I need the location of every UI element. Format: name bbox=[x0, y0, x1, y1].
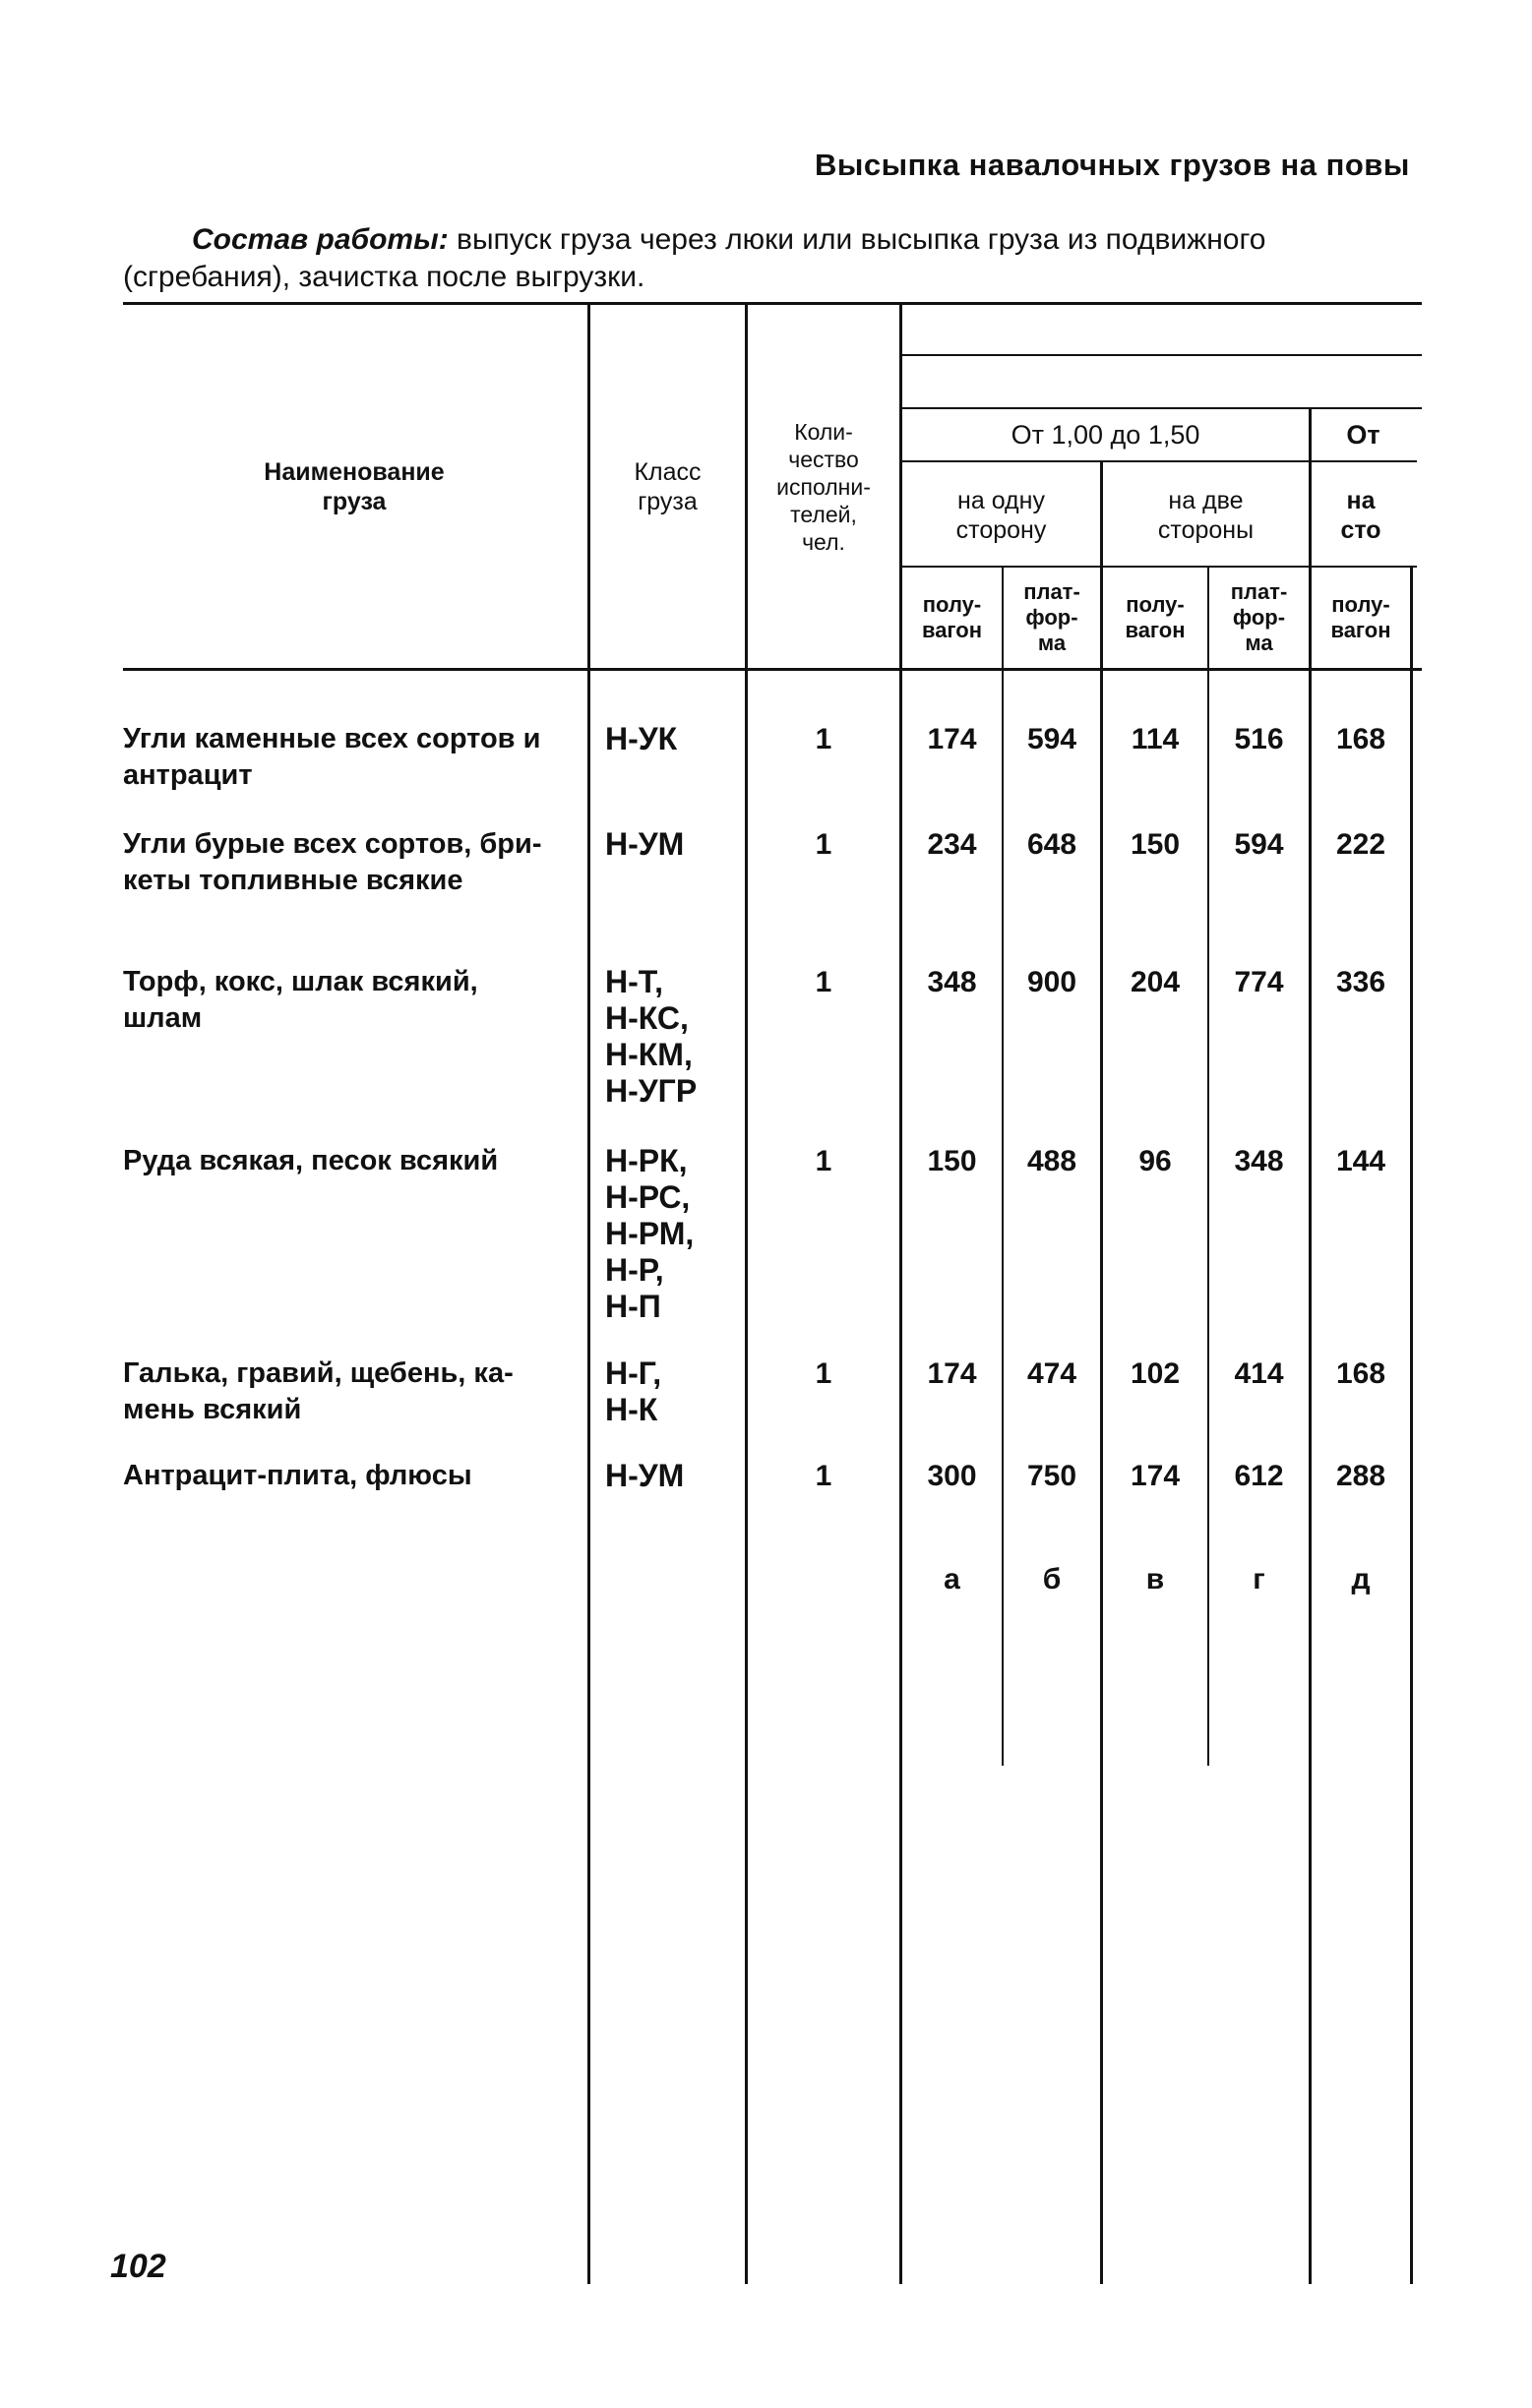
work-description bbox=[123, 221, 1422, 296]
row-3-d: 336 bbox=[1335, 966, 1386, 998]
row-6-a: 300 bbox=[927, 1460, 977, 1492]
row-2-d: 222 bbox=[1335, 828, 1386, 861]
row-2-b: 648 bbox=[1026, 828, 1077, 861]
row-1-b: 594 bbox=[1026, 723, 1077, 755]
row-6-g: 612 bbox=[1234, 1460, 1284, 1492]
header-cargo-name: Наименование груза bbox=[264, 458, 445, 515]
header-rule-3 bbox=[900, 460, 1417, 462]
row-3-workers: 1 bbox=[815, 966, 832, 998]
row-1-name: Угли каменные всех сортов и антрацит bbox=[123, 723, 541, 791]
row-6-workers: 1 bbox=[815, 1460, 832, 1492]
row-5-class: Н-Г, Н-К bbox=[605, 1355, 662, 1427]
row-5-name: Галька, гравий, щебень, ка- мень всякий bbox=[123, 1357, 514, 1425]
work-description-text: выпуск груза через люки или высыпка груза из подвижного (сгребания), зачистка после выгрузки. bbox=[123, 223, 1266, 293]
row-6-b: 750 bbox=[1026, 1460, 1077, 1492]
row-5-workers: 1 bbox=[815, 1357, 832, 1390]
column-letter-a: а bbox=[944, 1563, 960, 1595]
column-letter-v: в bbox=[1145, 1563, 1165, 1595]
row-6-d: 288 bbox=[1335, 1460, 1386, 1492]
section-heading: Высыпка навалочных грузов на повы bbox=[815, 148, 1410, 182]
row-3-a: 348 bbox=[927, 966, 977, 998]
header-group-1: От 1,00 до 1,50 bbox=[1011, 420, 1200, 450]
col-rule-8 bbox=[1410, 566, 1413, 2284]
row-2-a: 234 bbox=[927, 828, 977, 861]
column-letter-b: б bbox=[1042, 1563, 1062, 1595]
row-2-v: 150 bbox=[1130, 828, 1181, 861]
table-top-rule bbox=[123, 302, 1422, 305]
row-1-d: 168 bbox=[1335, 723, 1386, 755]
header-workers: Коли- чество исполни- телей, чел. bbox=[776, 419, 871, 555]
row-5-b: 474 bbox=[1026, 1357, 1077, 1390]
row-6-class: Н-УМ bbox=[605, 1458, 685, 1493]
column-letter-g: г bbox=[1253, 1563, 1265, 1595]
row-4-d: 144 bbox=[1335, 1145, 1386, 1177]
row-3-b: 900 bbox=[1026, 966, 1077, 998]
row-1-a: 174 bbox=[927, 723, 977, 755]
row-4-b: 488 bbox=[1026, 1145, 1077, 1177]
row-6-name: Антрацит-плита, флюсы bbox=[123, 1460, 472, 1491]
row-2-workers: 1 bbox=[815, 828, 832, 861]
row-4-name: Руда всякая, песок всякий bbox=[123, 1145, 499, 1176]
header-poluvagon-a: полу- вагон bbox=[921, 592, 983, 642]
row-1-g: 516 bbox=[1234, 723, 1284, 755]
header-partial-side: на сто bbox=[1340, 486, 1381, 544]
row-5-v: 102 bbox=[1130, 1357, 1181, 1390]
row-5-d: 168 bbox=[1335, 1357, 1386, 1390]
header-bottom-rule bbox=[123, 668, 1422, 671]
row-1-v: 114 bbox=[1131, 723, 1180, 755]
header-poluvagon-v: полу- вагон bbox=[1125, 592, 1186, 642]
row-4-g: 348 bbox=[1234, 1145, 1284, 1177]
col-rule-1 bbox=[587, 302, 590, 2284]
page-number: 102 bbox=[110, 2248, 166, 2285]
row-3-class: Н-Т, Н-КС, Н-КМ, Н-УГР bbox=[605, 964, 698, 1109]
row-3-g: 774 bbox=[1234, 966, 1284, 998]
row-4-workers: 1 bbox=[815, 1145, 832, 1177]
header-platforma-g: плат- фор- ма bbox=[1230, 579, 1288, 655]
header-two-sides: на две стороны bbox=[1157, 486, 1255, 544]
header-cargo-class: Класс груза bbox=[634, 458, 702, 515]
header-one-side: на одну сторону bbox=[955, 486, 1047, 544]
row-3-name: Торф, кокс, шлак всякий, шлам bbox=[123, 966, 478, 1034]
row-6-v: 174 bbox=[1130, 1460, 1181, 1492]
row-2-class: Н-УМ bbox=[605, 826, 685, 862]
column-letter-d: д bbox=[1351, 1563, 1371, 1595]
work-description-lead: Состав работы: bbox=[192, 223, 449, 256]
row-1-class: Н-УК bbox=[605, 721, 678, 756]
row-4-class: Н-РК, Н-РС, Н-РМ, Н-Р, Н-П bbox=[605, 1143, 695, 1324]
header-rule-1 bbox=[900, 354, 1422, 356]
col-rule-7 bbox=[1309, 407, 1312, 2284]
row-2-name: Угли бурые всех сортов, бри- кеты топливные всякие bbox=[123, 828, 542, 896]
header-rule-4 bbox=[900, 566, 1417, 568]
row-4-v: 96 bbox=[1138, 1145, 1172, 1177]
row-3-v: 204 bbox=[1130, 966, 1181, 998]
row-1-workers: 1 bbox=[815, 723, 832, 755]
row-5-a: 174 bbox=[927, 1357, 977, 1390]
header-poluvagon-d: полу- вагон bbox=[1330, 592, 1391, 642]
row-5-g: 414 bbox=[1234, 1357, 1284, 1390]
row-2-g: 594 bbox=[1234, 828, 1284, 861]
row-4-a: 150 bbox=[927, 1145, 977, 1177]
header-group-2: От bbox=[1346, 420, 1380, 450]
header-platforma-b: плат- фор- ма bbox=[1023, 579, 1080, 655]
col-rule-2 bbox=[745, 302, 748, 2284]
